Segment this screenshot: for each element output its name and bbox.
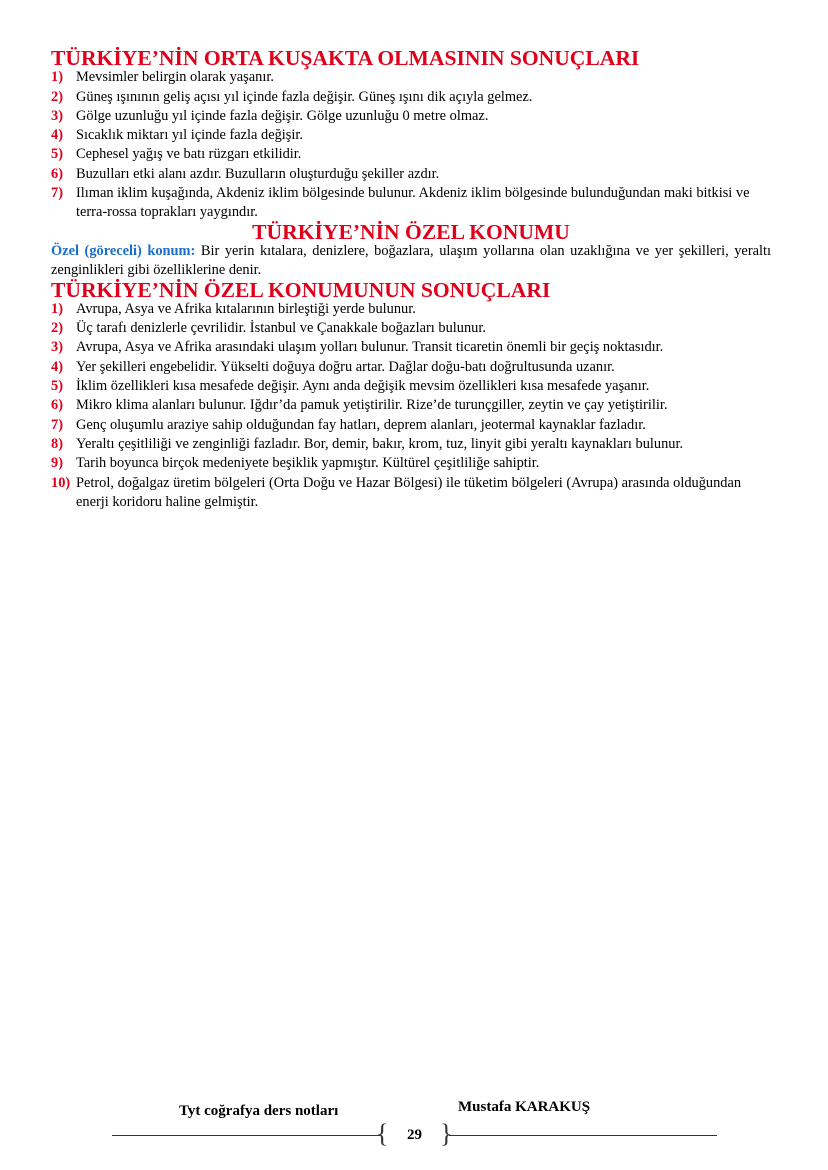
item-number: 10)	[51, 474, 71, 491]
item-text: İklim özellikleri kısa mesafede değişir. Aynı anda değişik mevsim özellikleri kısa mesafede yaşanır.	[76, 378, 650, 395]
item-number: 5)	[51, 146, 63, 163]
list-item	[51, 145, 771, 164]
item-text: Avrupa, Asya ve Afrika arasındaki ulaşım yolları bulunur. Transit ticaretin önemli bir geçiş noktasıdır.	[76, 339, 664, 356]
item-text: Genç oluşumlu araziye sahip olduğundan fay hatları, deprem alanları, jeotermal kaynaklar fazladır.	[76, 416, 646, 433]
item-number: 3)	[51, 339, 63, 356]
list-item	[51, 184, 771, 223]
footer-rule-right	[449, 1135, 717, 1136]
item-number: 7)	[51, 416, 63, 433]
item-number: 1)	[51, 300, 63, 317]
list-item	[51, 300, 771, 319]
item-text: Yeraltı çeşitliliği ve zenginliği fazladır. Bor, demir, bakır, krom, tuz, linyit gibi yeraltı kaynakları bulunur.	[76, 435, 684, 452]
item-number: 2)	[51, 88, 63, 105]
ozel-konum-results-list	[51, 300, 771, 512]
section-title-orta-kusak: TÜRKİYE’NİN ORTA KUŞAKTA OLMASININ SONUÇLARI	[51, 46, 640, 70]
item-number: 6)	[51, 165, 63, 182]
definition-label: Özel (göreceli) konum:	[51, 242, 196, 259]
right-brace-decoration: }	[440, 1119, 453, 1148]
footer-title: Tyt coğrafya ders notları	[179, 1103, 339, 1119]
section-title-ozel-konum: TÜRKİYE’NİN ÖZEL KONUMU	[252, 219, 570, 244]
list-item	[51, 319, 771, 338]
page-content	[51, 46, 771, 512]
item-number: 4)	[51, 127, 63, 144]
definition-text: Bir yerin kıtalara, denizlere, boğazlara, ulaşım yollarına olan uzaklığına ve yer şekilleri, yeraltı zenginlikleri gibi özelliklerine denir.	[51, 242, 771, 279]
list-item	[51, 416, 771, 435]
list-item	[51, 68, 771, 87]
item-text: Üç tarafı denizlerle çevrilidir. İstanbul ve Çanakkale boğazları bulunur.	[76, 320, 486, 337]
item-text: Ilıman iklim kuşağında, Akdeniz iklim bölgesinde bulunur. Akdeniz iklim bölgesinde bulunduğundan maki bitkisi ve terra-rossa toprakları yaygındır.	[76, 185, 750, 221]
list-item	[51, 338, 771, 357]
list-item	[51, 474, 771, 513]
item-number: 9)	[51, 455, 63, 472]
orta-kusak-results-list	[51, 68, 771, 222]
section-title-ozel-konum-sonuclari: TÜRKİYE’NİN ÖZEL KONUMUNUN SONUÇLARI	[51, 277, 551, 302]
item-text: Mikro klima alanları bulunur. Iğdır’da pamuk yetiştirilir. Rize’de turunçgiller, zeytin ve çay yetiştirilir.	[76, 397, 668, 414]
item-text: Sıcaklık miktarı yıl içinde fazla değişir.	[76, 127, 303, 144]
item-number: 7)	[51, 185, 63, 202]
list-item	[51, 358, 771, 377]
item-text: Avrupa, Asya ve Afrika kıtalarının birleştiği yerde bulunur.	[76, 300, 416, 317]
item-text: Yer şekilleri engebelidir. Yükselti doğuya doğru artar. Dağlar doğu-batı doğrultusunda uzanır.	[76, 358, 615, 375]
left-brace-decoration: {	[376, 1119, 389, 1148]
ozel-konum-definition	[51, 242, 771, 281]
list-item	[51, 165, 771, 184]
item-number: 8)	[51, 435, 63, 452]
item-text: Petrol, doğalgaz üretim bölgeleri (Orta Doğu ve Hazar Bölgesi) ile tüketim bölgeleri (Avrupa) arasında olduğundan enerji koridoru haline gelmiştir.	[76, 474, 742, 510]
page-number: 29	[407, 1127, 422, 1143]
item-number: 4)	[51, 358, 63, 375]
item-text: Tarih boyunca birçok medeniyete beşiklik yapmıştır. Kültürel çeşitliliğe sahiptir.	[76, 455, 540, 472]
item-number: 3)	[51, 107, 63, 124]
list-item	[51, 107, 771, 126]
item-text: Mevsimler belirgin olarak yaşanır.	[76, 69, 274, 86]
list-item	[51, 88, 771, 107]
item-text: Cephesel yağış ve batı rüzgarı etkilidir.	[76, 146, 302, 163]
list-item	[51, 454, 771, 473]
item-text: Güneş ışınının geliş açısı yıl içinde fazla değişir. Güneş ışını dik açıyla gelmez.	[76, 88, 533, 105]
item-number: 1)	[51, 69, 63, 86]
footer-author: Mustafa KARAKUŞ	[458, 1099, 591, 1115]
list-item	[51, 435, 771, 454]
item-number: 6)	[51, 397, 63, 414]
list-item	[51, 396, 771, 415]
footer-rule-left	[112, 1135, 380, 1136]
item-number: 2)	[51, 320, 63, 337]
list-item	[51, 377, 771, 396]
item-text: Gölge uzunluğu yıl içinde fazla değişir. Gölge uzunluğu 0 metre olmaz.	[76, 107, 489, 124]
list-item	[51, 126, 771, 145]
item-number: 5)	[51, 378, 63, 395]
item-text: Buzulları etki alanı azdır. Buzulların oluşturduğu şekiller azdır.	[76, 165, 440, 182]
